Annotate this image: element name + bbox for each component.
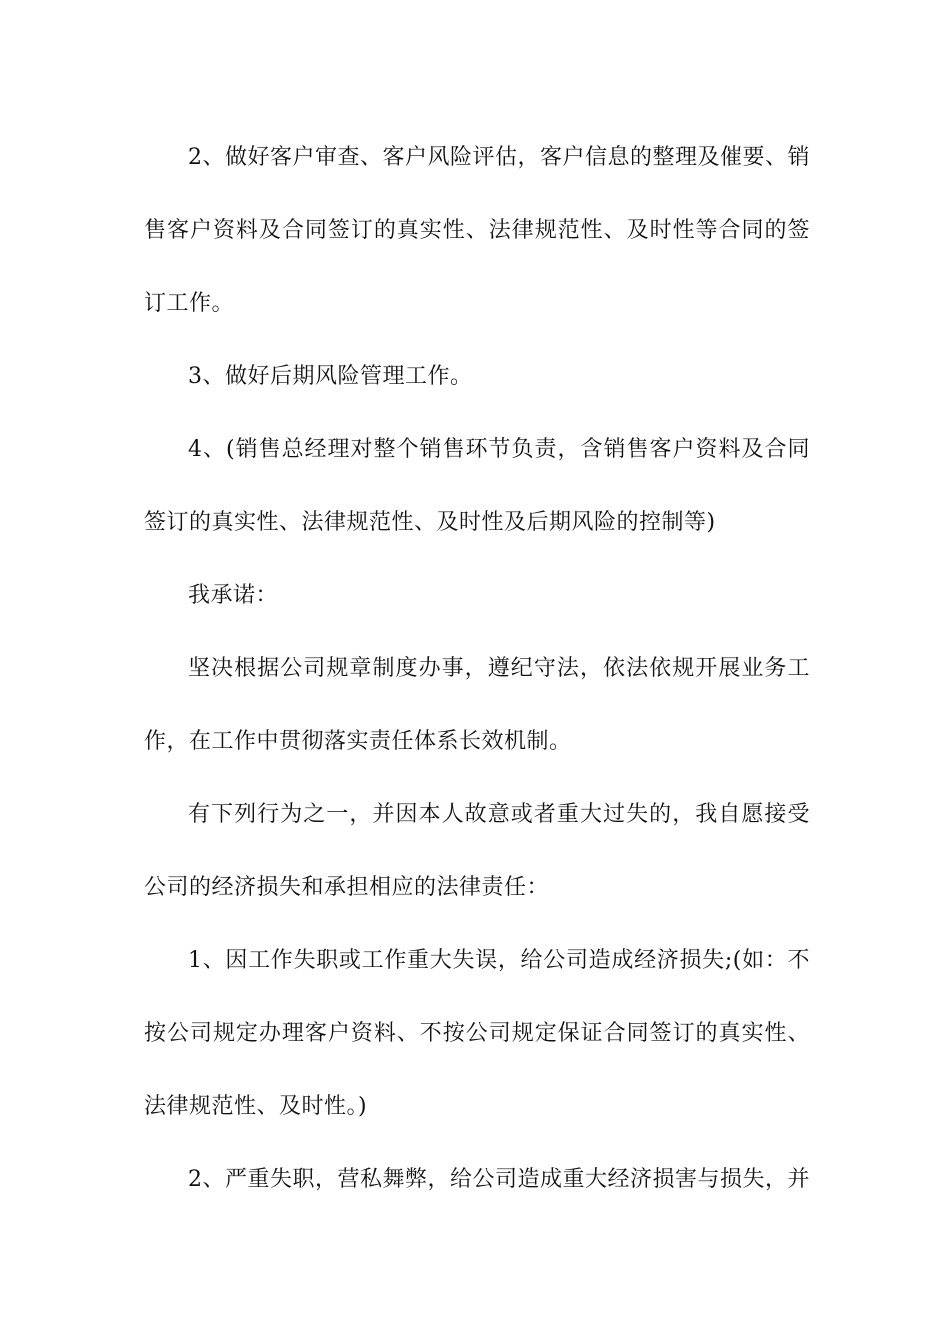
paragraph-pledge-rules: 坚决根据公司规章制度办事，遵纪守法，依法依规开展业务工作，在工作中贯彻落实责任体系长效机制。: [144, 656, 810, 754]
paragraph-liability-intro: 有下列行为之一，并因本人故意或者重大过失的，我自愿接受公司的经济损失和承担相应的法律责任：: [144, 802, 810, 900]
paragraph-liability-2: 2、严重失职，营私舞弊，给公司造成重大经济损害与损失，并: [188, 1167, 810, 1192]
paragraph-task-3: 3、做好后期风险管理工作。: [188, 364, 473, 389]
paragraph-liability-1: 1、因工作失职或工作重大失误，给公司造成经济损失;(如：不按公司规定办理客户资料、不按公司规定保证合同签订的真实性、法律规范性、及时性。): [144, 948, 810, 1119]
paragraph-task-4: 4、(销售总经理对整个销售环节负责，含销售客户资料及合同签订的真实性、法律规范性、及时性及后期风险的控制等): [144, 437, 810, 535]
paragraph-task-2: 2、做好客户审查、客户风险评估，客户信息的整理及催要、销售客户资料及合同签订的真实性、法律规范性、及时性等合同的签订工作。: [144, 145, 810, 316]
paragraph-pledge-heading: 我承诺：: [188, 583, 279, 608]
